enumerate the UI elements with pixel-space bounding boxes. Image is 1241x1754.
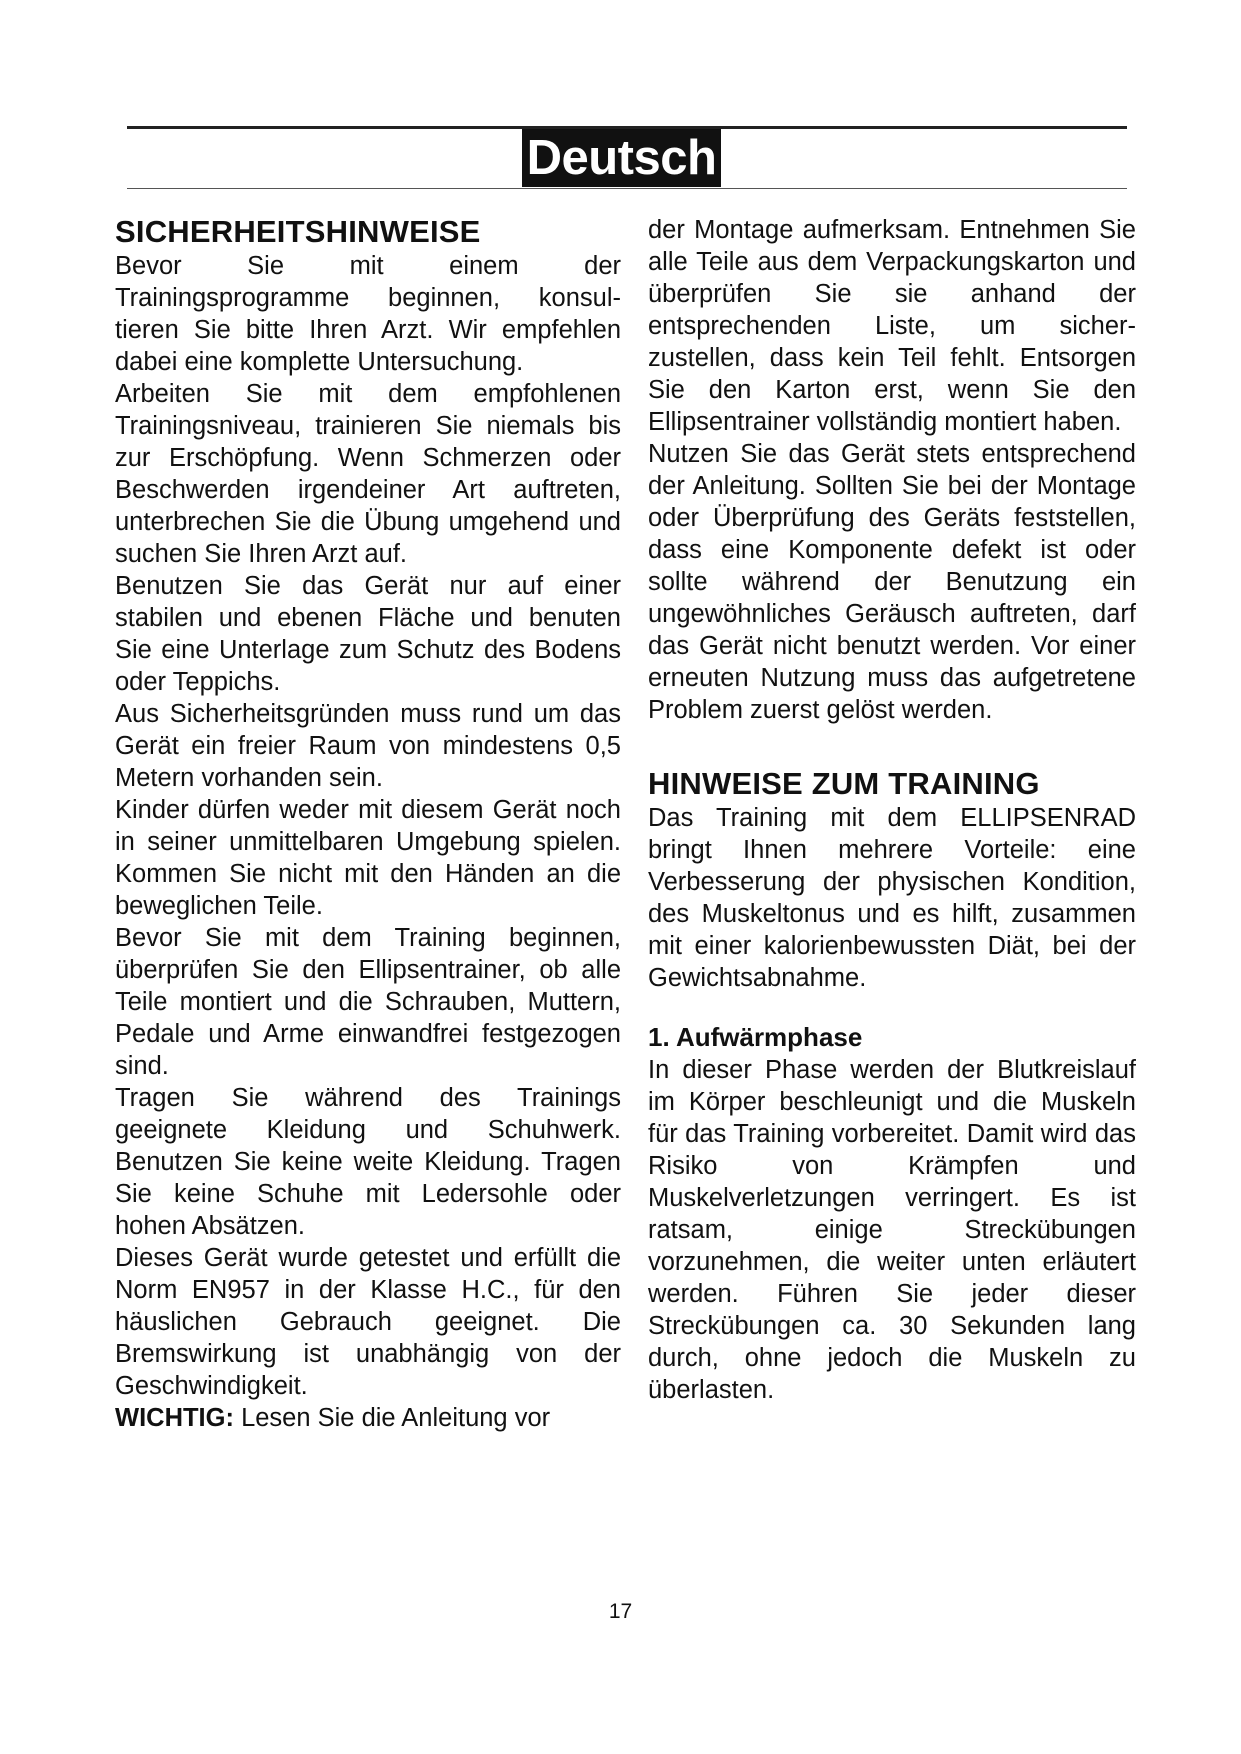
safety-paragraph: Dieses Gerät wurde getestet und erfüllt die Norm EN957 in der Klasse H.C., für den häuslichen Gebrauch geeignet. Die Bremswirkung ist unabhängig von der Geschwindigkeit. [115,1244,621,1400]
important-label: WICHTIG: [115,1404,234,1432]
safety-paragraph: Aus Sicherheitsgründen muss rund um das Gerät ein freier Raum von mindestens 0,5 Metern vorhanden sein. [115,700,621,792]
page-number: 17 [608,1600,633,1623]
warmup-text: In dieser Phase werden der Blutkreislauf im Körper beschleunigt und die Muskeln für das Training vorbereitet. Damit wird das Risiko von Krämpfen und Muskelverletzungen verringert. Es ist ratsam, einige Streckübungen vorzunehmen, die weiter unten erläutert werden. Führen Sie jeder dieser Streckübungen ca. 30 Sekunden lang durch, ohne jedoch die Muskeln zu überlasten. [648,1056,1136,1404]
right-column [648,214,1136,1406]
header-bottom-rule [127,188,1127,189]
safety-paragraph: Benutzen Sie das Gerät nur auf einer stabilen und ebenen Fläche und benuten Sie eine Unterlage zum Schutz des Bodens oder Teppichs. [115,572,621,696]
safety-paragraph: Bevor Sie mit einem der Trainingsprogramme beginnen, konsul-tieren Sie bitte Ihren Arzt. Wir empfehlen dabei eine komplette Untersuchung. [115,252,621,376]
safety-paragraph: Bevor Sie mit dem Training beginnen, überprüfen Sie den Ellipsentrainer, ob alle Teile montiert und die Schrauben, Muttern, Pedale und Arme einwandfrei festgezogen sind. [115,924,621,1080]
language-banner: Deutsch [522,129,721,187]
left-column [115,214,621,1434]
important-text: Lesen Sie die Anleitung vor [233,1404,551,1432]
safety-paragraph: Tragen Sie während des Trainings geeignete Kleidung und Schuhwerk. Benutzen Sie keine weite Kleidung. Tragen Sie keine Schuhe mit Ledersohle oder hohen Absätzen. [115,1084,621,1240]
safety-paragraph: Arbeiten Sie mit dem empfohlenen Trainingsniveau, trainieren Sie niemals bis zur Erschöpfung. Wenn Schmerzen oder Beschwerden irgendeiner Art auftreten, unterbrechen Sie die Übung umgehend und suchen Sie Ihren Arzt auf. [115,380,621,568]
important-note [115,1402,621,1434]
safety-continuation-paragraph: der Montage aufmerksam. Entnehmen Sie alle Teile aus dem Verpackungskarton und überprüfen Sie sie anhand der entsprechenden Liste, um sicher- zustellen, dass kein Teil fehlt. Entsorgen Sie den Karton erst, wenn Sie den Ellipsentrainer vollständig montiert haben. [648,216,1136,436]
training-intro: Das Training mit dem ELLIPSENRAD bringt Ihnen mehrere Vorteile: eine Verbesserung der physischen Kondition, des Muskeltonus und es hilft, zusammen mit einer kalorienbewussten Diät, bei der Gewichtsabnahme. [648,804,1136,992]
safety-continuation-paragraph: Nutzen Sie das Gerät stets entsprechend der Anleitung. Sollten Sie bei der Montage oder Überprüfung des Geräts feststellen, dass eine Komponente defekt ist oder sollte während der Benutzung ein ungewöhnliches Geräusch auftreten, darf das Gerät nicht benutzt werden. Vor einer erneuten Nutzung muss das aufgetretene Problem zuerst gelöst werden. [648,440,1136,724]
safety-heading: SICHERHEITSHINWEISE [115,214,481,249]
safety-paragraph: Kinder dürfen weder mit diesem Gerät noch in seiner unmittelbaren Umgebung spielen. Kommen Sie nicht mit den Händen an die beweglichen Teile. [115,796,621,920]
training-heading: HINWEISE ZUM TRAINING [648,766,1040,801]
warmup-subheading: 1. Aufwärmphase [648,1022,863,1052]
